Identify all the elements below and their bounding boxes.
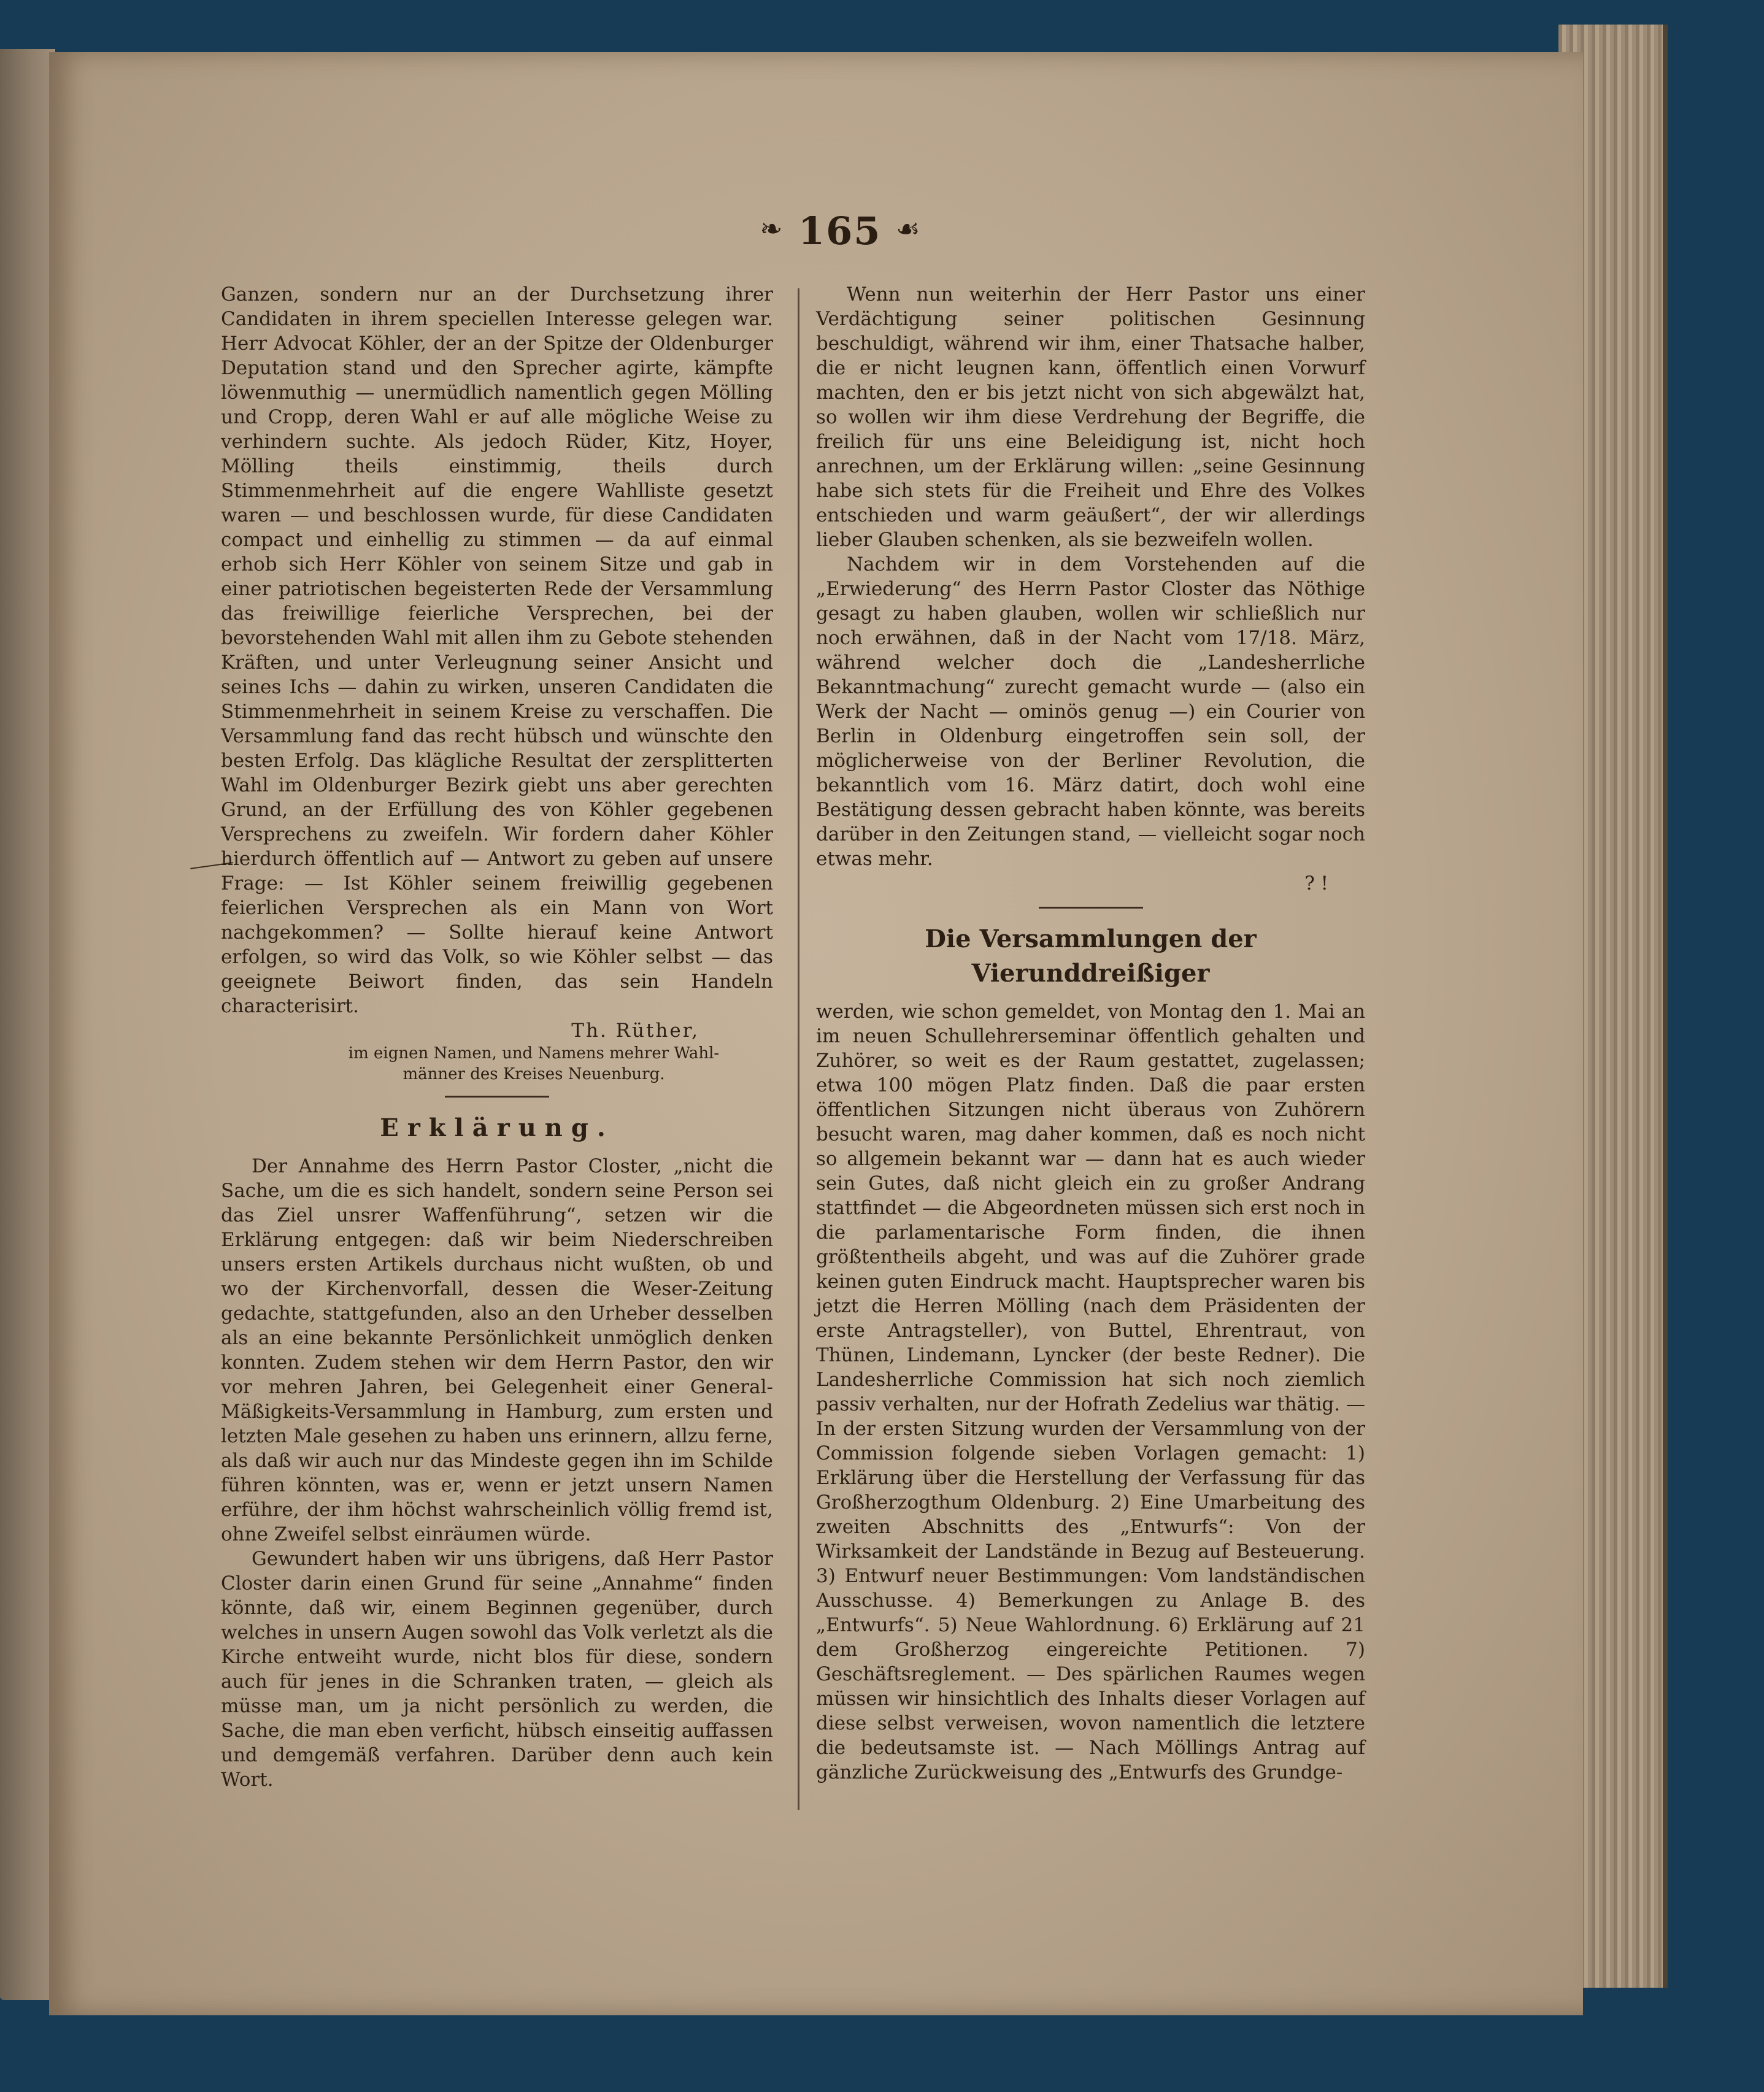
signature-line: im eignen Namen, und Namens mehrer Wahl- [348,1044,720,1063]
ornament-left-icon: ❧ [760,213,784,245]
column-rule [798,288,799,1810]
signature-name: Th. Rüther, [571,1020,699,1042]
ornament-right-icon: ☙ [896,213,922,245]
paragraph: Ganzen, sondern nur an der Durchsetzung ihrer Candidaten in ihrem speciellen Interesse gelegen war. Herr Advocat Köhler, der an der Spitze der Oldenburger Deputation stand und den Sprecher agirte, kämpfte löwenmuthig — unermüdlich namentlich gegen Mölling und Cropp, deren Wahl er auf alle mögliche Weise zu verhindern suchte. Als jedoch Rüder, Kitz, Hoyer, Mölling theils einstimmig, theils durch Stimmenmehrheit auf die engere Wahlliste gesetzt waren — und beschlossen wurde, für diese Candidaten compact und einhellig zu stimmen — da auf einmal erhob sich Herr Köhler von seinem Sitze und gab in einer patriotischen begeisterten Rede der Versammlung das freiwillige feierliche Versprechen, bei der bevorstehenden Wahl mit allen ihm zu Gebote stehenden Kräften, und unter Verleugnung seiner Ansicht und seines Ichs — dahin zu wirken, unseren Candidaten die Stimmenmehrheit in seinem Kreise zu verschaffen. Die Versammlung fand das recht hübsch und wünschte den besten Erfolg. Das klägliche Resultat der zersplitterten Wahl im Oldenburger Bezirk giebt uns aber gerechten Grund, an der Erfüllung des von Köhler gegebenen Versprechens zu zweifeln. Wir fordern daher Köhler hierdurch öffentlich auf — Antwort zu geben auf unsere Frage: — Ist Köhler seinem freiwillig gegebenen feierlichen Versprechen als ein Mann von Wort nachgekommen? — Sollte hierauf keine Antwort erfolgen, so wird das Volk, so wie Köhler selbst — das geeignete Beiwort finden, das sein Handeln characterisirt. [221,283,773,1017]
right-column [816,282,1365,1785]
section-divider [1039,907,1143,909]
page-number-text: 165 [798,209,882,253]
section-heading: Die Versammlungen der Vierunddreißiger [925,925,1257,988]
section-heading: Erklärung. [380,1113,614,1142]
paragraph: Der Annahme des Herrn Pastor Closter, „nicht die Sache, um die es sich handelt, sondern seine Person sei das Ziel unsrer Waffenführung“, setzen wir die Erklärung entgegen: daß wir beim Niederschreiben unsers ersten Artikels durchaus nicht wußten, ob und wo der Kirchenvorfall, dessen die Weser-Zeitung gedachte, stattgefunden, also an den Urheber desselben als an eine bekannte Persönlichkeit unmöglich denken konnten. Zudem stehen wir dem Herrn Pastor, den wir vor mehren Jahren, bei Gelegenheit einer General-Mäßigkeits-Versammlung in Hamburg, zum ersten und letzten Male gesehen zu haben uns erinnern, allzu ferne, als daß wir auch nur das Mindeste gegen ihn im Schilde führen könnten, was er, wenn er jetzt unsern Namen erführe, der ihm höchst wahrscheinlich völlig fremd ist, ohne Zweifel selbst einräumen würde. [221,1155,773,1545]
signature-line: männer des Kreises Neuenburg. [402,1065,665,1083]
section-divider [445,1096,549,1098]
closing-mark: ? ! [1304,872,1328,894]
paragraph: Gewundert haben wir uns übrigens, daß Herr Pastor Closter darin einen Grund für seine „Annahme“ finden könnte, daß wir, einem Beginnen gegenüber, durch welches in unsern Augen sowohl das Volk verletzt als die Kirche entweiht wurde, nicht blos für diese, sondern auch für jenes in die Schranken traten, — gleich als müsse man, um ja nicht persönlich zu werden, die Sache, die man eben verficht, hübsch einseitig auffassen und demgemäß verfahren. Darüber denn auch kein Wort. [221,1548,773,1791]
page-number [712,209,969,253]
paragraph: Nachdem wir in dem Vorstehenden auf die „Erwiederung“ des Herrn Pastor Closter das Nöthige gesagt zu haben glauben, wollen wir schließlich nur noch erwähnen, daß in der Nacht vom 17/18. März, während welcher doch die „Landesherrliche Bekanntmachung“ zurecht gemacht wurde — (also ein Werk der Nacht — ominös genug —) ein Courier von Berlin in Oldenburg eingetroffen sein soll, der möglicherweise von der Berliner Revolution, die bekanntlich vom 16. März datirt, doch wohl eine Bestätigung dessen gebracht haben könnte, was bereits darüber in den Zeitungen stand, — vielleicht sogar noch etwas mehr. [816,553,1365,870]
left-column [221,282,773,1792]
paragraph: werden, wie schon gemeldet, von Montag den 1. Mai an im neuen Schullehrerseminar öffentlich gehalten und Zuhörer, so weit es der Raum gestattet, zugelassen; etwa 100 mögen Platz finden. Daß die paar ersten öffentlichen Sitzungen nicht überaus von Zuhörern besucht waren, mag daher kommen, daß es noch nicht so allgemein bekannt war — dann hat es auch wieder sein Gutes, daß nicht gleich ein zu großer Andrang stattfindet — die Abgeordneten müssen sich erst noch in die parlamentarische Form finden, die ihnen größtentheils abgeht, und was auf die Zuhörer grade keinen guten Eindruck macht. Hauptsprecher waren bis jetzt die Herren Mölling (nach dem Präsidenten der erste Antragsteller), von Buttel, Ehrentraut, von Thünen, Lindemann, Lyncker (der beste Redner). Die Landesherrliche Commission hat sich noch ziemlich passiv verhalten, nur der Hofrath Zedelius war thätig. — In der ersten Sitzung wurden der Versammlung von der Commission folgende sieben Vorlagen gemacht: 1) Erklärung über die Herstellung der Verfassung für das Großherzogthum Oldenburg. 2) Eine Umarbeitung des zweiten Abschnitts des „Entwurfs“: Von der Wirksamkeit der Landstände in Bezug auf Besteuerung. 3) Entwurf neuer Bestimmungen: Vom landständischen Ausschusse. 4) Bemerkungen zu Anlage B. des „Entwurfs“. 5) Neue Wahlordnung. 6) Erklärung auf 21 dem Großherzog eingereichte Petitionen. 7) Geschäftsreglement. — Des spärlichen Raumes wegen müssen wir hinsichtlich des Inhalts dieser Vorlagen auf diese selbst verweisen, wovon namentlich die letztere die bedeutsamste ist. — Nach Möllings Antrag auf gänzliche Zurückweisung des „Entwurfs des Grundge- [816,1001,1365,1783]
paragraph: Wenn nun weiterhin der Herr Pastor uns einer Verdächtigung seiner politischen Gesinnung beschuldigt, während wir ihm, einer Thatsache halber, die er nicht leugnen kann, öffentlich einen Vorwurf machten, den er bis jetzt nicht von sich abgewälzt hat, so wollen wir ihm diese Verdrehung der Begriffe, die freilich für uns eine Beleidigung ist, nicht hoch anrechnen, um der Erklärung willen: „seine Gesinnung habe sich stets für die Freiheit und Ehre des Volkes entschieden und warm geäußert“, der wir allerdings lieber Glauben schenken, als sie bezweifeln wollen. [816,283,1365,551]
left-page-edge [0,49,55,2000]
